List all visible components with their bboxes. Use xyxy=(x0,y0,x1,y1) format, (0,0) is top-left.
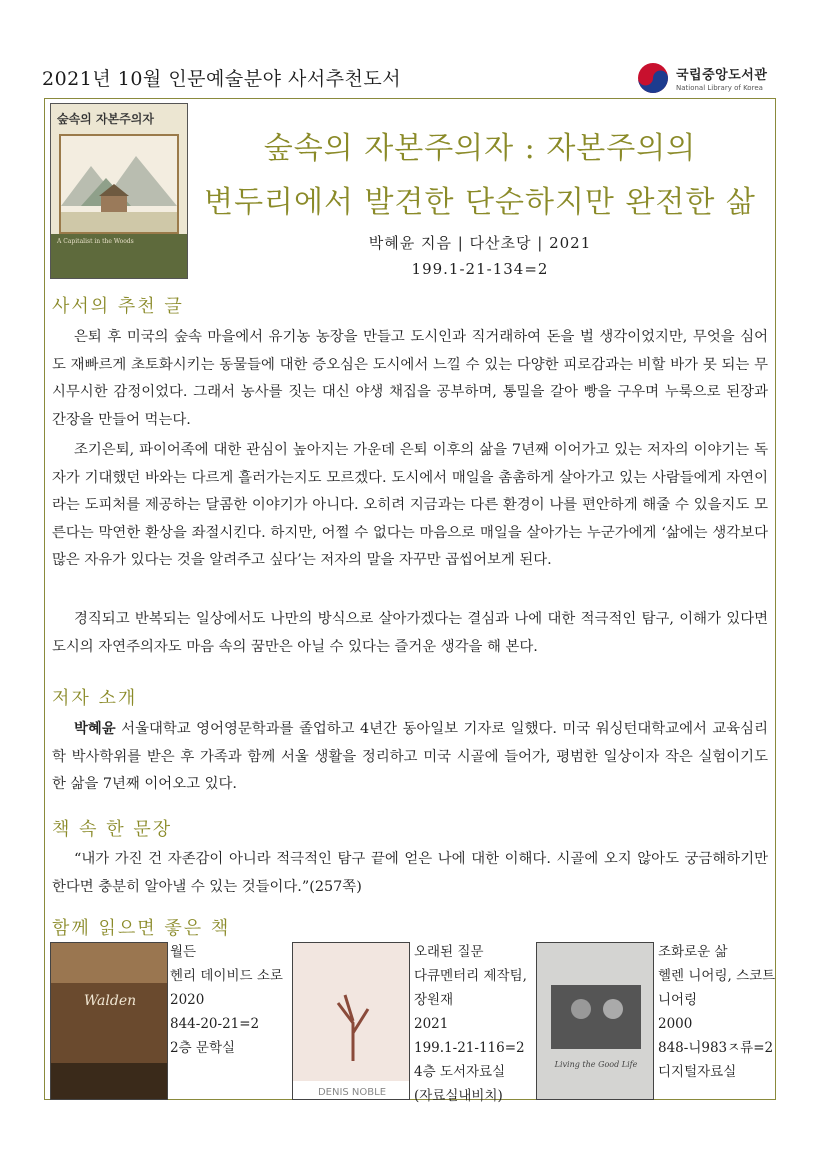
related-author-2: 장원재 xyxy=(414,992,454,1008)
taegeuk-logo-icon xyxy=(636,61,670,95)
author-name: 박혜윤 xyxy=(74,720,116,737)
recommend-paragraph-1: 은퇴 후 미국의 숲속 마을에서 유기농 농장을 만들고 도시인과 직거래하여 돈을 벌 생각이었지만, 무엇을 심어도 재빠르게 초토화시키는 동물들에 대한 증오심은 도시에서 느낄 수 있는 다양한 피로감과는 비할 바가 못 되는 무시무시한 감정이었다. 그래서 농사를 짓는 대신 야생 채집을 공부하며, 통밀을 갈아 빵을 구우며 누룩으로 된장과 간장을 만들어 먹는다. xyxy=(52,329,768,428)
cover-title: 숲속의 자본주의자 xyxy=(57,112,154,126)
quote-text: “내가 가진 건 자존감이 아니라 적극적인 탐구 끝에 얻은 나에 대한 이해다. 시골에 오지 않아도 궁금해하기만 한다면 충분히 알아낼 수 있는 것들이다.”(257쪽) xyxy=(52,851,768,895)
recommend-paragraph-2: 조기은퇴, 파이어족에 대한 관심이 높아지는 가운데 은퇴 이후의 삶을 7년째 이어가고 있는 저자의 이야기는 독자가 기대했던 바와는 다르게 흘러가는지도 모르겠다. 도시에서 매일을 촘촘하게 살아가고 있는 사람들에게 자연이라는 도피처를 제공하는 달콤한 이야기가 아니다. 오히려 지금과는 다른 환경이 나를 편안하게 해줄 수 있을지도 모른다는 막연한 환상을 좌절시킨다. 하지만, 어쩔 수 없다는 마음으로 매일을 살아가는 누군가에게 ‘삶에는 생각보다 많은 자유가 있다는 것을 알려주고 싶다’는 저자의 말을 자꾸만 곱씹어보게 된다. xyxy=(52,442,768,568)
mountain-cabin-icon xyxy=(61,136,177,232)
related-title: 조화로운 삶 xyxy=(658,944,728,960)
cover-band xyxy=(51,234,188,278)
related-book-info-3 xyxy=(658,940,775,1084)
related-year: 2021 xyxy=(414,1016,449,1032)
book-title-line-1: 숲속의 자본주의자 : 자본주의의 xyxy=(263,131,697,166)
book-call-number: 199.1-21-134=2 xyxy=(411,260,549,278)
book-cover-image xyxy=(50,103,188,279)
book-title xyxy=(200,122,760,230)
related-title: 월든 xyxy=(170,944,197,960)
header-title: 2021년 10월 인문예술분야 사서추천도서 xyxy=(42,68,402,90)
logo-name-ko: 국립중앙도서관 xyxy=(676,68,768,83)
forest-cover-icon xyxy=(51,943,168,1100)
section-heading-quote: 책 속 한 문장 xyxy=(52,819,173,840)
related-call: 199.1-21-116=2 xyxy=(414,1040,525,1056)
book-title-line-2: 변두리에서 발견한 단순하지만 완전한 삶 xyxy=(204,185,756,220)
book-meta: 박혜윤 지음 | 다산초당 | 2021 xyxy=(368,234,592,252)
related-book-info-1 xyxy=(170,940,283,1060)
tree-cover-icon xyxy=(293,943,410,1100)
library-logo xyxy=(636,58,786,98)
section-heading-author: 저자 소개 xyxy=(52,688,138,709)
author-bio: 박혜윤 서울대학교 영어영문학과를 졸업하고 4년간 동아일보 기자로 일했다. 미국 워싱턴대학교에서 교육심리학 박사학위를 받은 후 가족과 함께 서울 생활을 정리하고 미국 시골에 들어가, 평범한 일상이자 작은 실험이기도 한 삶을 7년째 이어오고 있다. xyxy=(52,720,768,792)
related-location: 4층 도서자료실 xyxy=(414,1064,506,1080)
cover-illustration xyxy=(59,134,179,234)
related-title: 오래된 질문 xyxy=(414,944,484,960)
related-call: 848-니983ㅈ류=2 xyxy=(658,1040,774,1056)
related-call: 844-20-21=2 xyxy=(170,1016,260,1032)
section-heading-related: 함께 읽으면 좋은 책 xyxy=(52,918,231,939)
recommend-paragraph-3: 경직되고 반복되는 일상에서도 나만의 방식으로 살아가겠다는 결심과 나에 대한 적극적인 탐구, 이해가 있다면 도시의 자연주의자도 마음 속의 꿈만은 아닐 수 있다는 즐거운 생각을 해 본다. xyxy=(52,611,768,655)
related-author: 다큐멘터리 제작팀, xyxy=(414,968,527,984)
cover-label: Living the Good Life xyxy=(554,1060,638,1069)
related-book-info-2 xyxy=(414,940,527,1108)
related-location: 2층 문학실 xyxy=(170,1040,236,1056)
photo-cover-icon xyxy=(537,943,654,1100)
related-location-2: (자료실내비치) xyxy=(414,1088,503,1104)
related-book-cover-3 xyxy=(536,942,654,1100)
related-book-cover-1 xyxy=(50,942,168,1100)
related-location: 디지털자료실 xyxy=(658,1064,737,1080)
cover-subtitle: A Capitalist in the Woods xyxy=(57,238,134,245)
cover-label: DENIS NOBLE xyxy=(317,1087,387,1098)
cover-label: Walden xyxy=(83,993,137,1009)
logo-name-en: National Library of Korea xyxy=(676,84,763,92)
related-book-cover-2 xyxy=(292,942,410,1100)
related-author: 헬렌 니어링, 스코트 xyxy=(658,968,776,984)
related-author: 헨리 데이비드 소로 xyxy=(170,968,283,984)
related-year: 2000 xyxy=(658,1016,693,1032)
related-author-2: 니어링 xyxy=(658,992,698,1008)
related-year: 2020 xyxy=(170,992,205,1008)
section-heading-recommend: 사서의 추천 글 xyxy=(52,296,184,317)
